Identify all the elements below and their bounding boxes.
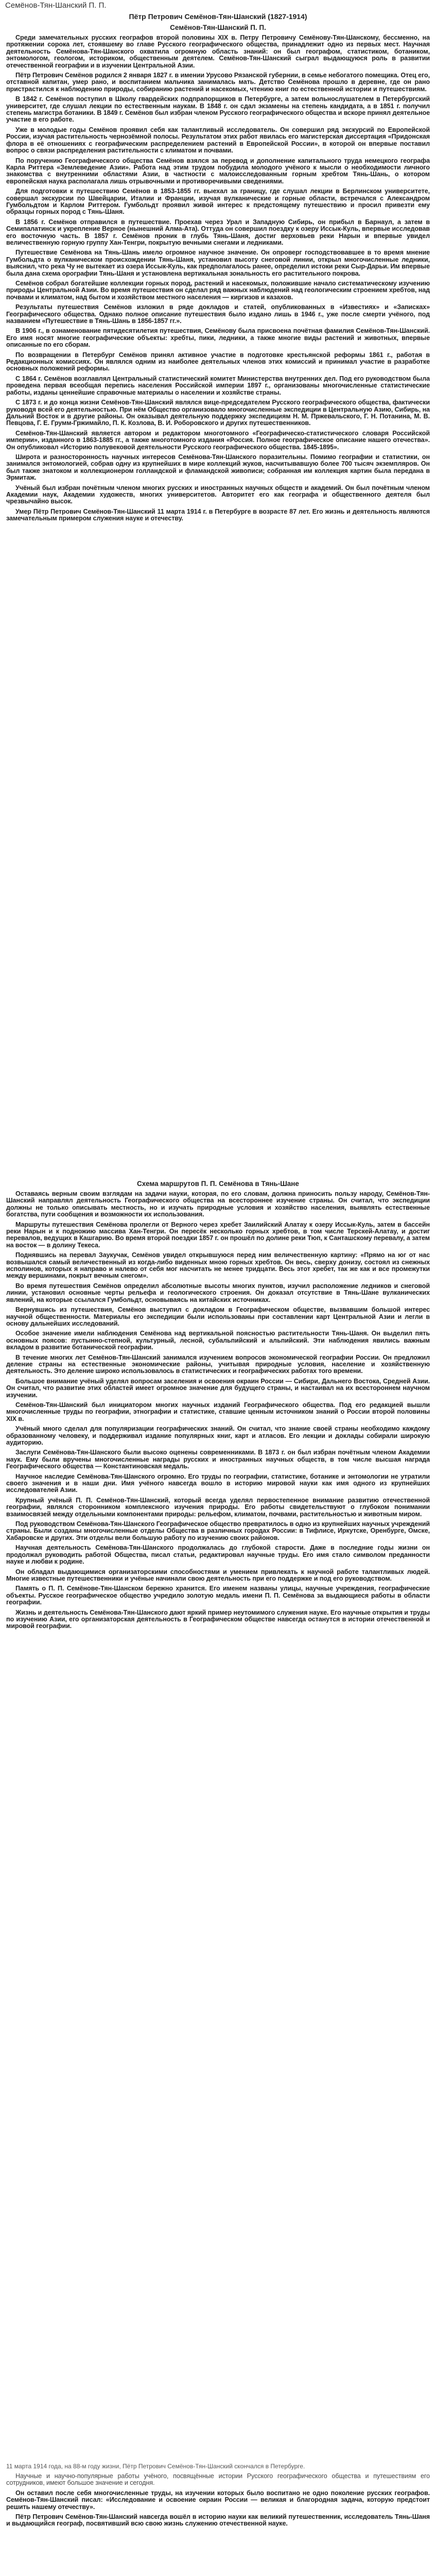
photo-caption: 11 марта 1914 года, на 88-м году жизни, Пётр Петрович Семёнов-Тян-Шанский скончался в Петербурге. <box>6 2463 305 2470</box>
paragraph: Большое внимание учёный уделял вопросам заселения и освоения окраин России — Сибири, Дальнего Востока, Средней Азии. Он считал, что развитие этих областей имеет огромное значение для будущего страны, и настаивал на их всестороннем научном изучении. <box>6 1377 430 1399</box>
paragraph: Он обладал выдающимися организаторскими способностями и умением привлекать к научной работе талантливых людей. Многие известные путешественники и учёные начинали свою деятельность при его поддержке и под его руководством. <box>6 1568 430 1582</box>
paragraph: Широта и разносторонность научных интересов Семёнова-Тян-Шанского поразительны. Помимо географии и статистики, он занимался энтомологией, собрав одну из крупнейших в мире коллекций жуков, насчитывавшую более 700 тысяч экземпляров. Он был также знатоком и коллекционером голландской и фламандской живописи; собранная им коллекция картин была передана в Эрмитаж. <box>6 453 430 482</box>
paragraph: В 1906 г., в ознаменование пятидесятилетия путешествия, Семёнову была присвоена почётная фамилия Семёнов-Тян-Шанский. Его имя носят многие географические объекты: хребты, пики, ледники, а также многие виды растений и животных, впервые описанные по его сборам. <box>6 327 430 349</box>
closing-section <box>6 2463 430 2576</box>
paragraph: Оставаясь верным своим взглядам на задачи науки, которая, по его словам, должна приносить пользу народу, Семёнов-Тян-Шанский направлял деятельность Географического общества на всестороннее изучение страны. Он считал, что экспедиции должны не только описывать местность, но и изучать природные условия и хозяйство населения, выявлять естественные богатства, пути сообщения и возможности их использования. <box>6 1190 430 1218</box>
paragraph: По поручению Географического общества Семёнов взялся за перевод и дополнение капитального труда немецкого географа Карла Риттера «Землеведение Азии». Работа над этим трудом побудила молодого учёного к мысли о необходимости личного знакомства с внутренними областями Азии, в частности с малоисследованным горным хребтом Тянь-Шань, о котором европейская наука располагала лишь отрывочными и противоречивыми сведениями. <box>6 157 430 185</box>
page-header: Семёнов-Тян-Шанский П. П. <box>5 1 107 10</box>
paragraph: Жизнь и деятельность Семёнова-Тян-Шанского дают яркий пример неутомимого служения науке. Его научные открытия и труды по изучению Азии, его организаторская деятельность в Географическом обществе навсегда останутся в истории отечественной и мировой географии. <box>6 1608 430 1630</box>
paragraph: С 1864 г. Семёнов возглавлял Центральный статистический комитет Министерства внутренних дел. Под его руководством была проведена первая всеобщая перепись населения Российской империи 1897 г., организованы многочисленные статистические работы, изданы ценнейшие справочные материалы о населении и хозяйстве страны. <box>6 375 430 396</box>
paragraph: Он оставил после себя многочисленные труды, на изучении которых было воспитано не одно поколение русских географов. Семёнов-Тян-Шанский писал: «Исследование и освоение окраин России — великая и благородная задача, которую предстоит решить нашему отечеству». <box>6 2489 430 2511</box>
section-biography <box>6 24 430 1157</box>
paragraph: Крупный учёный П. П. Семёнов-Тян-Шанский, который всегда уделял первостепенное внимание развитию отечественной географии, являлся сторонником комплексного изучения природы. Его работы свидетельствуют о глубоком понимании взаимосвязей между отдельными компонентами природы: рельефом, климатом, почвами, растительностью и животным миром. <box>6 1496 430 1518</box>
paragraph: Семёнов-Тян-Шанский является автором и редактором многотомного «Географическо-статистического словаря Российской империи», изданного в 1863-1885 гг., а также многотомного издания «Россия. Полное географическое описание нашего отечества». Он опубликовал «Историю полувековой деятельности Русского географического общества. 1845-1895». <box>6 429 430 451</box>
paragraph: Особое значение имели наблюдения Семёнова над вертикальной поясностью растительности Тянь-Шаня. Он выделил пять основных поясов: пустынно-степной, культурный, лесной, субальпийский и альпийский. Эти наблюдения явились важным вкладом в развитие ботанической географии. <box>6 1330 430 1351</box>
paragraph: Вернувшись из путешествия, Семёнов выступил с докладом в Географическом обществе, вызвавшим большой интерес научной общественности. Материалы его экспедиции были использованы при составлении карт Центральной Азии и легли в основу дальнейших исследований. <box>6 1306 430 1327</box>
paragraph: Результаты путешествия Семёнов изложил в ряде докладов и статей, опубликованных в «Известиях» и «Записках» Географического общества. Однако полное описание путешествия было издано лишь в 1946 г., уже после смерти учёного, под названием «Путешествие в Тянь-Шань в 1856-1857 гг.». <box>6 303 430 325</box>
paragraph: Уже в молодые годы Семёнов проявил себя как талантливый исследователь. Он совершил ряд экскурсий по Европейской России, изучая растительность чернозёмной полосы. Результатом этих работ явилась его магистерская диссертация «Придонская флора в её отношениях с географическим распределением растений в Европейской России», в которой он впервые поставил вопрос о связи распределения растительности с климатом и почвами. <box>6 126 430 155</box>
paragraph: Научная деятельность Семёнова-Тян-Шанского продолжалась до глубокой старости. Даже в последние годы жизни он продолжал руководить работой Общества, писал статьи, редактировал научные труды. Его имя стало символом преданности науке и любви к родине. <box>6 1544 430 1566</box>
paragraph: Учёный был избран почётным членом многих русских и иностранных научных обществ и академий. Он был почётным членом Академии наук, Академии художеств, многих университетов. Авторитет его как географа и общественного деятеля был чрезвычайно высок. <box>6 484 430 505</box>
paragraph: Поднявшись на перевал Заукучак, Семёнов увидел открывшуюся перед ним величественную картину: «Прямо на юг от нас возвышался самый величественный из когда-либо виденных мною горных хребтов. Он весь, сверху донизу, состоял из снежных исполинов, которых я направо и налево от себя мог насчитать не менее тридцати. Весь этот хребет, так же как и все промежутки между вершинами, покрыт вечным снегом». <box>6 1251 430 1280</box>
paragraph: По возвращении в Петербург Семёнов принял активное участие в подготовке крестьянской реформы 1861 г., работая в Редакционных комиссиях. Он являлся одним из наиболее деятельных членов этих комиссий и принимал участие в разработке основных положений реформы. <box>6 351 430 372</box>
paragraph: Пётр Петрович Семёнов-Тян-Шанский навсегда вошёл в историю науки как великий путешественник, исследователь Тянь-Шаня и выдающийся географ, посвятивший всю свою жизнь служению отечественной науке. <box>6 2513 430 2528</box>
paragraph: Пётр Петрович Семёнов родился 2 января 1827 г. в имении Урусово Рязанской губернии, в семье небогатого помещика. Отец его, отставной капитан, умер рано, и воспитанием мальчика занималась мать. Детство Семёнова прошло в деревне, где он рано пристрастился к наблюдению природы, собиранию растений и насекомых, чтению книг по естественной истории и путешествиям. <box>6 72 430 93</box>
paragraph: Умер Пётр Петрович Семёнов-Тян-Шанский 11 марта 1914 г. в Петербурге в возрасте 87 лет. Его жизнь и деятельность являются замечательным примером служения науке и отечеству. <box>6 507 430 522</box>
paragraph: Семёнов собрал богатейшие коллекции горных пород, растений и насекомых, положившие начало систематическому изучению природы Центральной Азии. Во время путешествия он сделал ряд важных наблюдений над геологическим строением хребтов, над почвами и климатом, над бытом и хозяйством местного населения — киргизов и казахов. <box>6 280 430 301</box>
paragraph: Научное наследие Семёнова-Тян-Шанского огромно. Его труды по географии, статистике, ботанике и энтомологии не утратили своего значения и в наши дни. Имя учёного навсегда вошло в историю мировой науки как имя одного из крупнейших исследователей Азии. <box>6 1472 430 1494</box>
paragraph: Маршруты путешествия Семёнова пролегли от Верного через хребет Заилийский Алатау к озеру Иссык-Куль, затем в бассейн реки Нарын и к подножию массива Хан-Тенгри. Он пересёк несколько горных хребтов, в том числе Терскей-Алатау, и достиг перевалов, ведущих в Кашгарию. Во время второй поездки 1857 г. он прошёл по долине реки Тюп, к Санташскому перевалу, а затем на восток — в долину Текеса. <box>6 1221 430 1249</box>
document-title: Пётр Петрович Семёнов-Тян-Шанский (1827-1914) <box>129 12 307 21</box>
paragraph: Научные и научно-популярные работы учёного, посвящённые истории Русского географического общества и путешествиям его сотрудников, имеют большое значение и сегодня. <box>6 2472 430 2487</box>
paragraph: Учёный много сделал для популяризации географических знаний. Он считал, что знание своей страны необходимо каждому образованному человеку, и поддерживал издание популярных книг, карт и атласов. Его лекции и доклады собирали широкую аудиторию. <box>6 1425 430 1446</box>
paragraph: Среди замечательных русских географов второй половины XIX в. Петру Петровичу Семёнову-Тян-Шанскому, бессменно, на протяжении сорока лет, стоявшему во главе Русского географического общества, принадлежит одно из первых мест. Научная деятельность Семёнова-Тян-Шанского охватила огромную область знаний: он был географом, статистиком, ботаником, энтомологом, геологом, историком, общественным деятелем. Семёнов-Тян-Шанский сыграл выдающуюся роль в развитии отечественной географии и в изучении Центральной Азии. <box>6 34 430 69</box>
paragraph: Для подготовки к путешествию Семёнов в 1853-1855 гг. выехал за границу, где слушал лекции в Берлинском университете, совершал экскурсии по Швейцарии, Италии и Франции, изучая вулканические и горные области, встречался с Александром Гумбольдтом и Карлом Риттером. Гумбольдт проявил живой интерес к предстоящему путешествию и просил привезти ему образцы горных пород с Тянь-Шаня. <box>6 188 430 216</box>
section-heading: Семёнов-Тян-Шанский П. П. <box>170 24 266 31</box>
paragraph: Память о П. П. Семёнове-Тян-Шанском бережно хранится. Его именем названы улицы, научные учреждения, географические объекты. Русское географическое общество учредило золотую медаль имени П. П. Семёнова за выдающиеся работы в области географии. <box>6 1585 430 1606</box>
section-routes <box>6 1180 430 2452</box>
paragraph: Путешествие Семёнова на Тянь-Шань имело огромное научное значение. Он опроверг господствовавшее в то время мнение Гумбольдта о вулканическом происхождении Тянь-Шаня, установил высоту снеговой линии, открыл многочисленные ледники, выяснил, что река Чу не вытекает из озера Иссык-Куль, как предполагалось ранее, определил истоки реки Сыр-Дарьи. Им впервые была дана схема орографии Тянь-Шаня и установлена вертикальная зональность его растительного покрова. <box>6 249 430 277</box>
paragraph: С 1873 г. и до конца жизни Семёнов-Тян-Шанский являлся вице-председателем Русского географического общества, фактически руководя всей его деятельностью. При нём Общество организовало многочисленные экспедиции в Центральную Азию, Сибирь, на Дальний Восток и в другие районы. Он оказывал деятельную поддержку экспедициям Н. М. Пржевальского, Г. Н. Потанина, М. В. Певцова, Г. Е. Грумм-Гржимайло, П. К. Козлова, В. И. Роборовского и других путешественников. <box>6 399 430 427</box>
paragraph: Во время путешествия Семёнов определил абсолютные высоты многих пунктов, изучил расположение ледников и снеговой линии, установил основные черты рельефа и геологического строения. Он доказал отсутствие в Тянь-Шане вулканических явлений, на которые ссылался Гумбольдт, основываясь на китайских источниках. <box>6 1282 430 1303</box>
paragraph: Под руководством Семёнова-Тян-Шанского Географическое общество превратилось в одно из крупнейших научных учреждений страны. Были созданы многочисленные отделы Общества в различных городах России: в Тифлисе, Иркутске, Оренбурге, Омске, Хабаровске и других. Эти отделы вели большую работу по изучению своих районов. <box>6 1520 430 1541</box>
paragraph: В 1842 г. Семёнов поступил в Школу гвардейских подпрапорщиков в Петербурге, а затем вольнослушателем в Петербургский университет, где слушал лекции по естественным наукам. В 1848 г. он сдал экзамены на степень кандидата, а в 1851 г. получил степень магистра ботаники. В 1849 г. Семёнов был избран членом Русского географического общества и вскоре принял деятельное участие в его работе. <box>6 95 430 124</box>
section-heading: Схема маршрутов П. П. Семёнова в Тянь-Шане <box>137 1180 299 1188</box>
paragraph: В течение многих лет Семёнов-Тян-Шанский занимался изучением вопросов экономической географии России. Он предложил деление страны на естественные экономические районы, учитывая природные условия, население и хозяйственную деятельность. Это деление широко использовалось в статистических и географических работах того времени. <box>6 1353 430 1375</box>
paragraph: Заслуги Семёнова-Тян-Шанского были высоко оценены современниками. В 1873 г. он был избран почётным членом Академии наук. Ему были вручены многочисленные награды русских и иностранных научных обществ, в том числе высшая награда Географического общества — Константиновская медаль. <box>6 1449 430 1470</box>
paragraph: Семёнов-Тян-Шанский был инициатором многих научных изданий Географического общества. Под его редакцией вышли многочисленные труды по географии, этнографии и статистике, ставшие ценным источником знаний о России второй половины XIX в. <box>6 1401 430 1422</box>
paragraph: В 1856 г. Семёнов отправился в путешествие. Проехав через Урал и Западную Сибирь, он прибыл в Барнаул, а затем в Семипалатинск и укрепление Верное (нынешний Алма-Ата). Оттуда он совершил поездку к озеру Иссык-Куль, впервые исследовав его восточную часть. В 1857 г. Семёнов проник в глубь Тянь-Шаня, достиг верховьев реки Нарын и впервые увидел величественную горную группу Хан-Тенгри, покрытую вечными снегами и ледниками. <box>6 218 430 246</box>
